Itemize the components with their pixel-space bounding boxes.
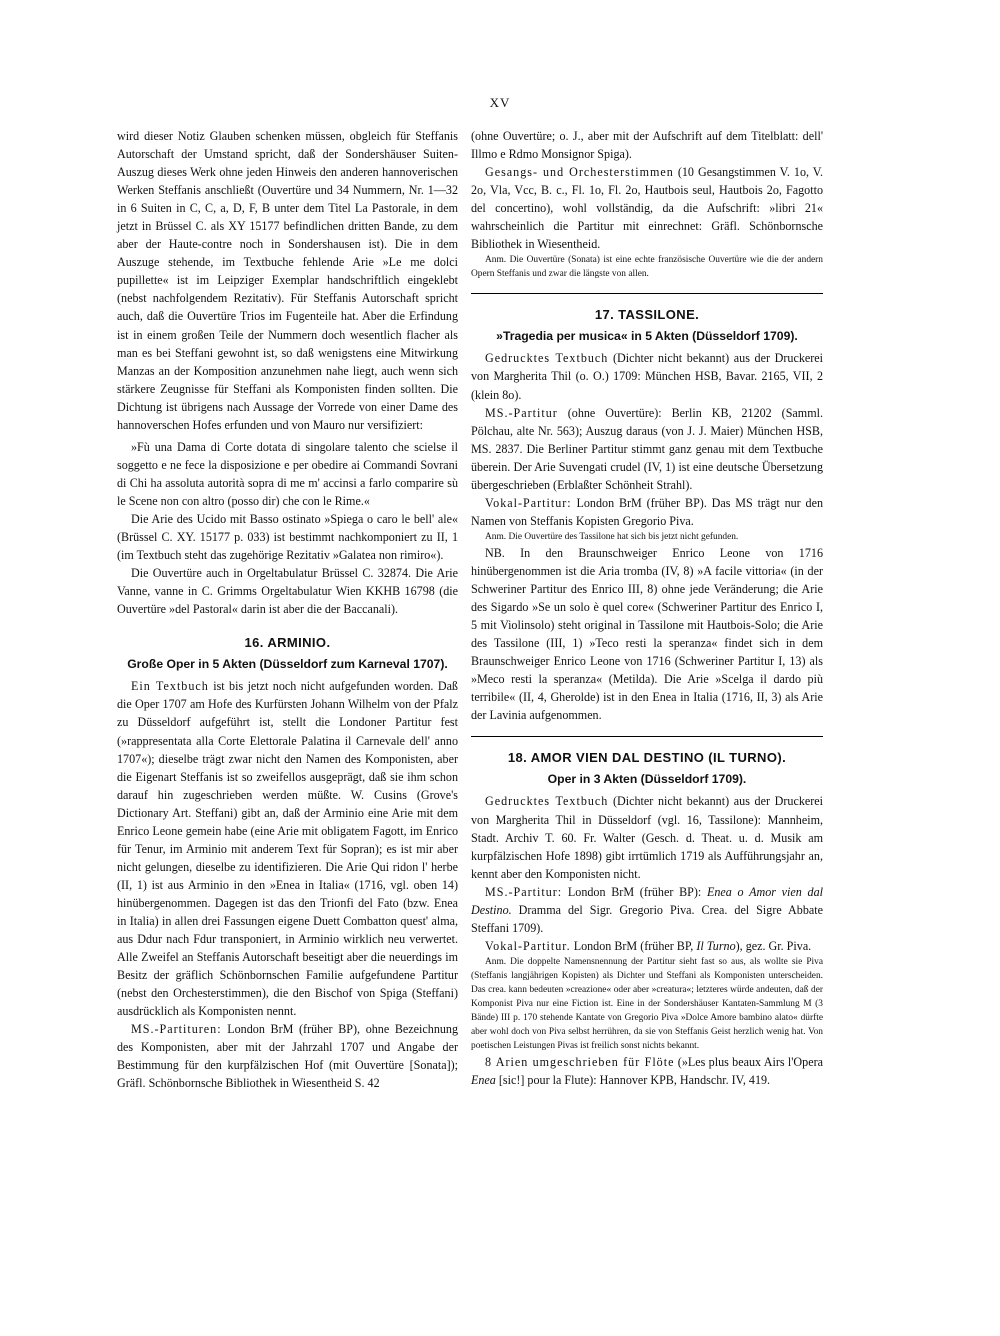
paragraph: (ohne Ouvertüre; o. J., aber mit der Aufschrift auf dem Titelblatt: dell' Illmo e Rdmo Monsignor Spiga). — [471, 129, 823, 162]
italic-title: Enea — [471, 1072, 496, 1087]
paragraph: wird dieser Notiz Glauben schenken müssen, obgleich für Steffanis Autorschaft der Umstand spricht, daß der Sondershäuser Suiten-Auszug dieses Werk ohne jeden Hinweis den anderen hannoverischen Werken Steffanis anschließt (Ouvertüre und 34 Nummern, Nr. 1—32 in 6 Suiten in C, C, a, D, F, B unter dem Titel La Pastorale, in dem jetzt in Brüssel C. als XY 15177 befindlichen dritten Bande, zu dem aber der Haute-contre noch in Sondershausen ist). Die in dem Auszuge stehende, im Textbuche fehlende Arie »Le me dolci pupillette« ist im Leipziger Exemplar handschriftlich eingeklebt (nebst nachfolgendem Rezitativ). Für Steffanis Autorschaft spricht auch, daß die Ouvertüre Trios im Fugenteile hat. Aber die Erfindung ist in einem großen Teile der Nummern doch wesentlich flacher als man es bei Steffani gewohnt ist, so daß wenigstens eine Mitwirkung Manzas an der Komposition anzunehmen nahe liegt, auch wenn sich stärkere Zeugnisse für Steffani als Komponisten finden sollten. Die Dichtung ist übrigens nach Aussage der Vorrede von einer Dame des hannoverschen Hofes erfunden und von Mauro nur versifiziert: — [117, 129, 458, 432]
section-subtitle-arminio: Große Oper in 5 Akten (Düsseldorf zum Karneval 1707). — [127, 657, 448, 672]
section-title-tassilone: 17. TASSILONE. — [594, 307, 700, 323]
paragraph — [117, 1020, 458, 1092]
paragraph-text: ist bis jetzt noch nicht aufgefunden worden. Daß die Oper 1707 am Hofe des Kurfürsten Johann Wilhelm von der Pfalz zu Düsseldorf aufgeführt ist, stellt die Londoner Partitur fest (»rappresentata alla Corte Elettorale Palatina il Carnevale dell' anno 1707«); dieselbe trägt zwar nicht den Namen des Komponisten, aber die Eigenart Steffanis ist so zweifellos ausgeprägt, daß sie ihm schon darauf hin zugeschrieben werden müßte. W. Cusins (Grove's Dictionary Art. Steffani) gibt an, daß der Arminio eine Arie mit dem Enrico Leone gemein habe (eine Arie mit obligatem Fagott, im Enrico für Tenur, im Arminio mit anderem Text für Sopran); es ist mir aber nicht gelungen, dieselbe zu identifizieren. Die Arie Qui ridon l' herbe (II, 1) ist aus Arminio in den »Enea in Italia« (1716, vgl. oben 14) hinübergenommen. Dagegen ist das den Trionfi del Fato (bzw. Enea in Italia) in allen drei Fassungen eigene Duett Combatton quest' alma, aus Ddur nach Fdur transponiert, in Arminio wirklich neu verwertet. Alle Zweifel an Steffanis Autorschaft beseitigt aber die neuerdings im Besitz der gräflich Schönbornschen Familie aufgefundene Partitur (nebst den Orchesterstimmen), die den Bischof von Spiga (Steffani) ausdrücklich als Komponisten nennt. — [117, 679, 458, 1019]
paragraph — [471, 163, 823, 253]
italic-title: Enea o Amor vien dal Destino. — [471, 884, 823, 917]
paragraph-lead: Gedrucktes Textbuch — [485, 351, 609, 366]
footnote: Anm. Die doppelte Namensnennung der Partitur sieht fast so aus, als wollte sie Piva (Steffanis langjährigen Kopisten) als Dichter und Steffani als Komponisten unterscheiden. Das crea. kann bedeuten »creazione« oder aber »creatura«; letzteres würde andeuten, daß der Komponist Piva nur eine Fiction ist. Eine in der Sondershäuser Kantaten-Sammlung M (3 Bände) III p. 170 stehende Kantate von Gregorio Piva »Dolce Amore bambino alato« dürfte aber wohl doch von Piva selbst herrühren, da sie von Steffanis Geist herzlich wenig hat. Von poetischen Leistungen Pivas ist freilich sonst nichts bekannt. — [471, 956, 823, 1051]
paragraph-lead: Gedrucktes Textbuch — [485, 794, 609, 809]
paragraph — [471, 1053, 823, 1089]
paragraph — [117, 677, 458, 1020]
page-number: XV — [489, 95, 511, 110]
paragraph — [471, 792, 823, 882]
section-divider — [471, 736, 823, 737]
paragraph: Die Ouvertüre auch in Orgeltabulatur Brüssel C. 32874. Die Arie Vanne, vanne in C. Grimms Orgeltabulatur Wien KKHB 16798 (die Ouvertüre »del Pastoral« darin ist aber die der Baccanali). — [117, 566, 458, 617]
paragraph — [471, 349, 823, 403]
paragraph-lead: Vokal-Partitur. — [485, 938, 571, 953]
paragraph-lead: MS.-Partitur: — [485, 884, 563, 899]
paragraph-lead: MS.-Partituren: — [131, 1022, 222, 1037]
section-subtitle-tassilone: »Tragedia per musica« in 5 Akten (Düsseldorf 1709). — [496, 329, 798, 344]
paragraph-text: (Dichter nicht bekannt) aus der Druckerei von Margherita Thil in Düsseldorf (vgl. 16, Tassilone): Mannheim, Stadt. Archiv T. 60. Fr. Walter (Gesch. d. Theat. u. d. Musik am kurpfälzischen Hofe 1898) gibt irrtümlich 1719 als Aufführungsjahr an, kennt aber den Komponisten nicht. — [471, 794, 824, 881]
paragraph-lead: Ein Textbuch — [131, 679, 209, 694]
italian-quote: »Fù una Dama di Corte dotata di singolare talento che scielse il soggetto e ne fece la disposizione e per obedire ai Commandi Sovrani di Chi ha assoluta autorità sopra di me m' accinsi a farlo comparire sù le Scene non con altro (posso dir) che con le Rime.« — [117, 439, 458, 508]
paragraph-text: London BrM (früher BP), ohne Bezeichnung des Komponisten, aber mit der Jahrzahl 1707 und Angabe der Bestimmung für den kurpfälzischen Hof (mit Ouvertüre [Sonata]); Gräfl. Schönbornsche Bibliothek in Wiesentheid S. 42 — [117, 1022, 459, 1091]
paragraph-text: [sic!] pour la Flute): Hannover KPB, Handschr. IV, 419. — [498, 1072, 771, 1087]
italic-title: Il Turno — [696, 938, 736, 953]
paragraph — [471, 883, 823, 937]
paragraph-text: (Dichter nicht bekannt) aus der Druckerei von Margherita Thil (o. O.) 1709: München HSB, Bavar. 2165, VII, 2 (klein 8o). — [471, 351, 824, 402]
paragraph-lead: 8 Arien umgeschrieben für Flöte — [485, 1054, 675, 1069]
footnote: Anm. Die Ouvertüre des Tassilone hat sich bis jetzt nicht gefunden. — [485, 531, 739, 542]
paragraph-text: (10 Gesangstimmen V. 1o, V. 2o, Vla, Vcc, B. c., Fl. 1o, Fl. 2o, Hautbois seul, Hautbois 2o, Fagotto del concertino), wohl vollständig, da die Aufschrift: »libri 21« wahrscheinlich die Partitur mit einrechnet: Gräfl. Schönbornsche Bibliothek in Wiesentheid. — [471, 165, 823, 252]
paragraph-text: (»Les plus beaux Airs l'Opera — [677, 1054, 823, 1069]
paragraph-lead: Vokal-Partitur: — [485, 495, 572, 510]
paragraph-lead: Gesangs- und Orchesterstimmen — [485, 165, 674, 180]
paragraph-text: Dramma del Sigr. Gregorio Piva. Crea. del Sigre Abbate Steffani 1709). — [471, 902, 823, 935]
nb-note: NB. In den Braunschweiger Enrico Leone von 1716 hinübergenommen ist die Aria tromba (IV, 8) »A facile vittoria« (in der Schweriner Partitur des Enrico III, 8) ohne jede Veränderung; die Arie des Sigardo »Se un solo è quel core« (Schweriner Partitur des Enrico I, 5 mit Violinsolo) steht original in Tassilone mit Hautbois-Solo; die Arie des Tassilone (III, 1) »Teco resti la speranza« findet sich in dem Braunschweiger Enrico Leone von 1716 (Schweriner Partitur I, 13) als »Meco resti la speranza« (Metilda). Die Arie »Scelga il dardo più terribile« (II, 4, Gherolde) ist in den Enea in Italia (1716, II, 3) als Arie der Lavinia aufgenommen. — [471, 545, 823, 723]
paragraph-text: ), gez. Gr. Piva. — [735, 938, 812, 953]
section-subtitle-amor-vien: Oper in 3 Akten (Düsseldorf 1709). — [547, 772, 747, 787]
section-title-amor-vien: 18. AMOR VIEN DAL DESTINO (IL TURNO). — [507, 750, 787, 766]
paragraph-text: London BrM (früher BP). Das MS trägt nur den Namen von Steffanis Kopisten Gregorio Piva. — [471, 495, 823, 528]
paragraph — [471, 404, 823, 494]
left-column — [117, 127, 458, 1092]
paragraph-lead: MS.-Partitur — [485, 405, 558, 420]
right-column — [471, 127, 823, 1089]
paragraph: Die Arie des Ucido mit Basso ostinato »Spiega o caro le bell' ale« (Brüssel C. XY. 15177 p. 033) ist bestimmt nachkomponiert zu II, 1 (im Textbuch steht das zugehörige Rezitativ »Galatea non rimiro«). — [117, 511, 458, 563]
footnote: Anm. Die Ouvertüre (Sonata) ist eine echte französische Ouvertüre wie die der andern Opern Steffanis und zwar die längste von allen. — [471, 255, 823, 280]
paragraph-text: London BrM (früher BP): — [567, 884, 702, 899]
paragraph — [471, 937, 823, 955]
paragraph — [471, 494, 823, 530]
section-title-arminio: 16. ARMINIO. — [244, 635, 331, 651]
paragraph-text: (ohne Ouvertüre): Berlin KB, 21202 (Samml. Pölchau, alte Nr. 563); Auszug daraus (von J. J. Maier) München HSB, MS. 2837. Die Berliner Partitur stimmt ganz genau mit dem Textbuche überein. Der Arie Suvengati crudel (IV, 1) ist eine deutsche Übersetzung übergeschrieben (Erblaßter Schönheit Strahl). — [471, 405, 823, 492]
paragraph-text: London BrM (früher BP, — [573, 938, 694, 953]
section-divider — [471, 293, 823, 294]
